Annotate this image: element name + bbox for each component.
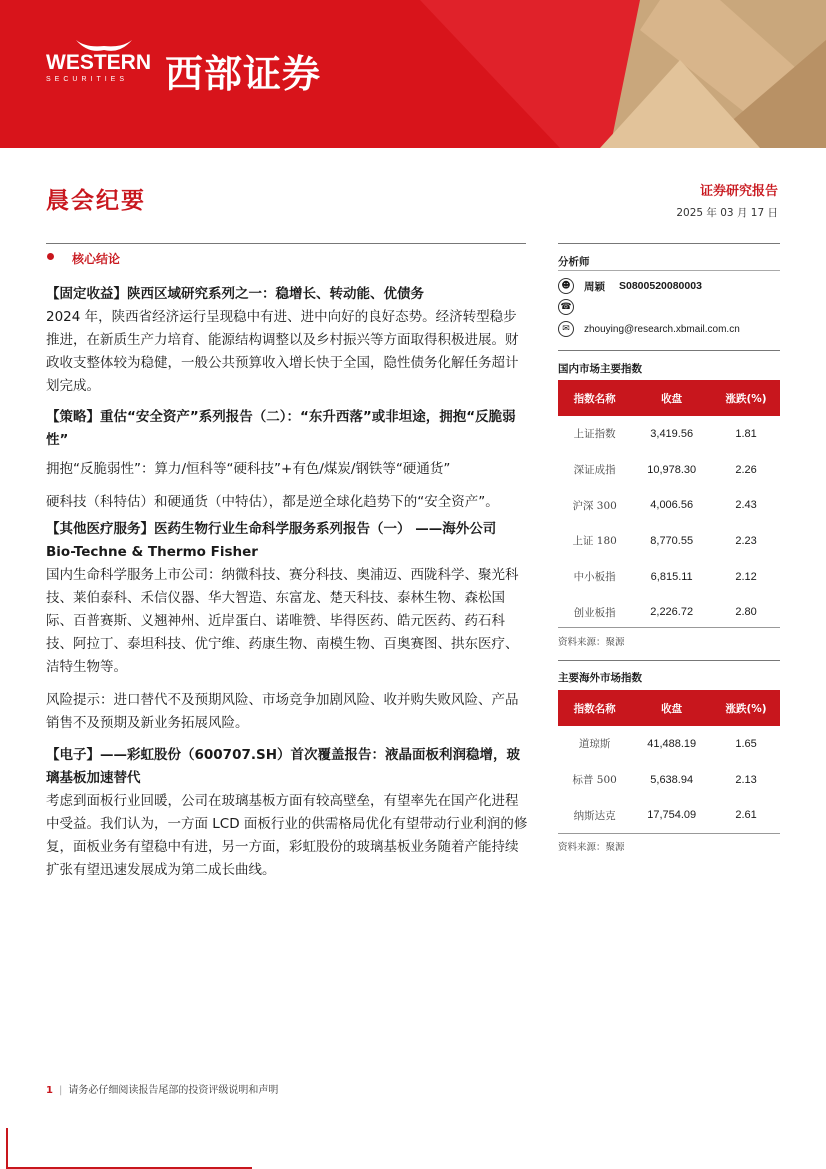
- divider: [558, 270, 780, 271]
- analyst-name-row: [558, 277, 702, 295]
- analyst-label: 分析师: [558, 256, 590, 268]
- section-paragraph: 拥抱“反脆弱性”：算力/恒科等“硬科技”+有色/煤炭/钢铁等“硬通货”: [46, 461, 451, 477]
- footer-note: 请务必仔细阅读报告尾部的投资评级说明和声明: [68, 1085, 279, 1096]
- index-change: 2.23: [735, 534, 757, 547]
- table-header-row: [558, 690, 780, 726]
- section-heading: 【策略】重估“安全资产”系列报告（二）：“东升西落”或非坦途，拥抱“反脆弱性”: [46, 409, 516, 448]
- header-banner: [0, 0, 826, 148]
- page-footer: 1 | 请务必仔细阅读报告尾部的投资评级说明和声明: [46, 1085, 279, 1096]
- index-change: 1.65: [735, 737, 757, 750]
- column-header: 指数名称: [558, 690, 631, 726]
- section-heading: 【固定收益】陕西区域研究系列之一：稳增长、转动能、优债务: [46, 286, 424, 302]
- analyst-email-row: [558, 320, 740, 338]
- index-name: 道琼斯: [578, 738, 611, 751]
- logo-subtitle: SECURITIES: [46, 76, 129, 83]
- divider: [558, 627, 780, 628]
- section-heading: 【电子】——彩虹股份（600707.SH）首次覆盖报告：液晶面板利润稳增，玻璃基板加速替代: [46, 747, 521, 786]
- divider: [46, 243, 526, 244]
- bullet-dot-icon: [47, 253, 54, 260]
- index-change: 2.12: [735, 570, 757, 583]
- divider: [558, 350, 780, 351]
- table-row: [558, 762, 780, 798]
- index-change: 2.80: [735, 606, 757, 619]
- index-name: 上证 180: [572, 535, 617, 548]
- logo: [46, 52, 151, 83]
- overseas-source: 资料来源：聚源: [558, 842, 625, 853]
- section-medical: [46, 518, 528, 735]
- index-name: 沪深 300: [572, 499, 617, 512]
- table-row: [558, 523, 780, 559]
- logo-chinese: 西部证券: [165, 52, 322, 96]
- index-close: 3,419.56: [650, 427, 694, 440]
- index-name: 创业板指: [573, 606, 616, 619]
- index-close: 17,754.09: [647, 809, 697, 822]
- table-row: [558, 452, 780, 488]
- index-close: 10,978.30: [647, 463, 697, 476]
- column-header: 涨跌(%): [712, 690, 780, 726]
- index-close: 4,006.56: [650, 499, 694, 512]
- section-electronics: [46, 744, 528, 882]
- overseas-index-title: 主要海外市场指数: [558, 672, 642, 684]
- index-change: 2.43: [735, 499, 757, 512]
- analyst-phone-row: [558, 298, 584, 316]
- table-row: [558, 487, 780, 523]
- report-date: 2025 年 03 月 17 日: [676, 207, 778, 219]
- logo-english: WESTERN: [46, 51, 151, 74]
- divider: [558, 833, 780, 834]
- page-number: 1: [46, 1085, 53, 1096]
- report-type: 证券研究报告: [699, 184, 778, 199]
- index-name: 标普 500: [572, 774, 617, 787]
- section-paragraph: 风险提示：进口替代不及预期风险、市场竞争加剧风险、收并购失败风险、产品销售不及预期及新业务拓展风险。: [46, 692, 519, 731]
- index-close: 2,226.72: [650, 606, 694, 619]
- analyst-email: zhouying@research.xbmail.com.cn: [584, 323, 740, 335]
- index-change: 2.13: [735, 773, 757, 786]
- domestic-index-table: [558, 380, 780, 630]
- section-paragraph: 国内生命科学服务上市公司：纳微科技、赛分科技、奥浦迈、西陇科学、聚光科技、莱伯泰科、禾信仪器、华大智造、东富龙、楚天科技、泰林生物、森松国际、百普赛斯、义翘神州、近岸蛋白、诺唯赞、毕得医药、皓元医药、药石科技、阿拉丁、泰坦科技、优宁维、药康生物、南模生物、百奥赛图、拱东医疗、洁特生物等。: [46, 567, 519, 675]
- core-conclusion-label: 核心结论: [72, 252, 121, 266]
- table-header-row: [558, 380, 780, 416]
- column-header: 指数名称: [558, 380, 631, 416]
- table-row: [558, 594, 780, 630]
- analyst-name: 周颖: [584, 280, 605, 293]
- mail-icon: ✉: [558, 321, 574, 337]
- section-heading: 【其他医疗服务】医药生物行业生命科学服务系列报告（一） ——海外公司 Bio-Techne & Thermo Fisher: [46, 521, 497, 560]
- phone-icon: ☎: [558, 299, 574, 315]
- section-paragraph: 2024 年，陕西省经济运行呈现稳中有进、进中向好的良好态势。经济转型稳步推进，在新质生产力培育、能源结构调整以及乡村振兴等方面取得积极进展。财政收支整体较为稳健，一般公共预算收入增长快于全国，隐性债务化解任务超计划完成。: [46, 309, 519, 394]
- person-icon: ☻: [558, 278, 574, 294]
- table-row: [558, 726, 780, 762]
- index-name: 纳斯达克: [573, 809, 616, 822]
- domestic-source: 资料来源：聚源: [558, 637, 625, 648]
- index-change: 1.81: [735, 427, 757, 440]
- section-paragraph: 考虑到面板行业回暖，公司在玻璃基板方面有较高壁垒，有望率先在国产化进程中受益。我们认为，一方面 LCD 面板行业的供需格局优化有望带动行业利润的修复，面板业务有望稳中有进，另一方面，彩虹股份的玻璃基板业务随着产能持续扩张有望迅速发展成为第二成长曲线。: [46, 793, 528, 878]
- section-paragraph: 硬科技（科特估）和硬通货（中特估），都是逆全球化趋势下的“安全资产”。: [46, 494, 499, 510]
- table-row: [558, 559, 780, 595]
- divider: [558, 243, 780, 244]
- page-title: 晨会纪要: [46, 187, 146, 214]
- section-fixed-income: [46, 283, 528, 398]
- index-change: 2.61: [735, 809, 757, 822]
- table-row: [558, 797, 780, 833]
- index-name: 中小板指: [573, 571, 616, 584]
- column-header: 收盘: [631, 380, 712, 416]
- index-change: 2.26: [735, 463, 757, 476]
- divider: [558, 660, 780, 661]
- column-header: 涨跌(%): [712, 380, 780, 416]
- column-header: 收盘: [631, 690, 712, 726]
- index-name: 深证成指: [573, 464, 616, 477]
- corner-mark: [6, 1128, 8, 1169]
- index-name: 上证指数: [573, 428, 616, 441]
- table-row: [558, 416, 780, 452]
- index-close: 6,815.11: [650, 570, 693, 583]
- index-close: 8,770.55: [650, 534, 694, 547]
- index-close: 41,488.19: [647, 737, 697, 750]
- overseas-index-table: [558, 690, 780, 833]
- analyst-cert: S0800520080003: [619, 280, 702, 292]
- index-close: 5,638.94: [650, 773, 694, 786]
- domestic-index-title: 国内市场主要指数: [558, 363, 642, 375]
- section-strategy: [46, 406, 528, 514]
